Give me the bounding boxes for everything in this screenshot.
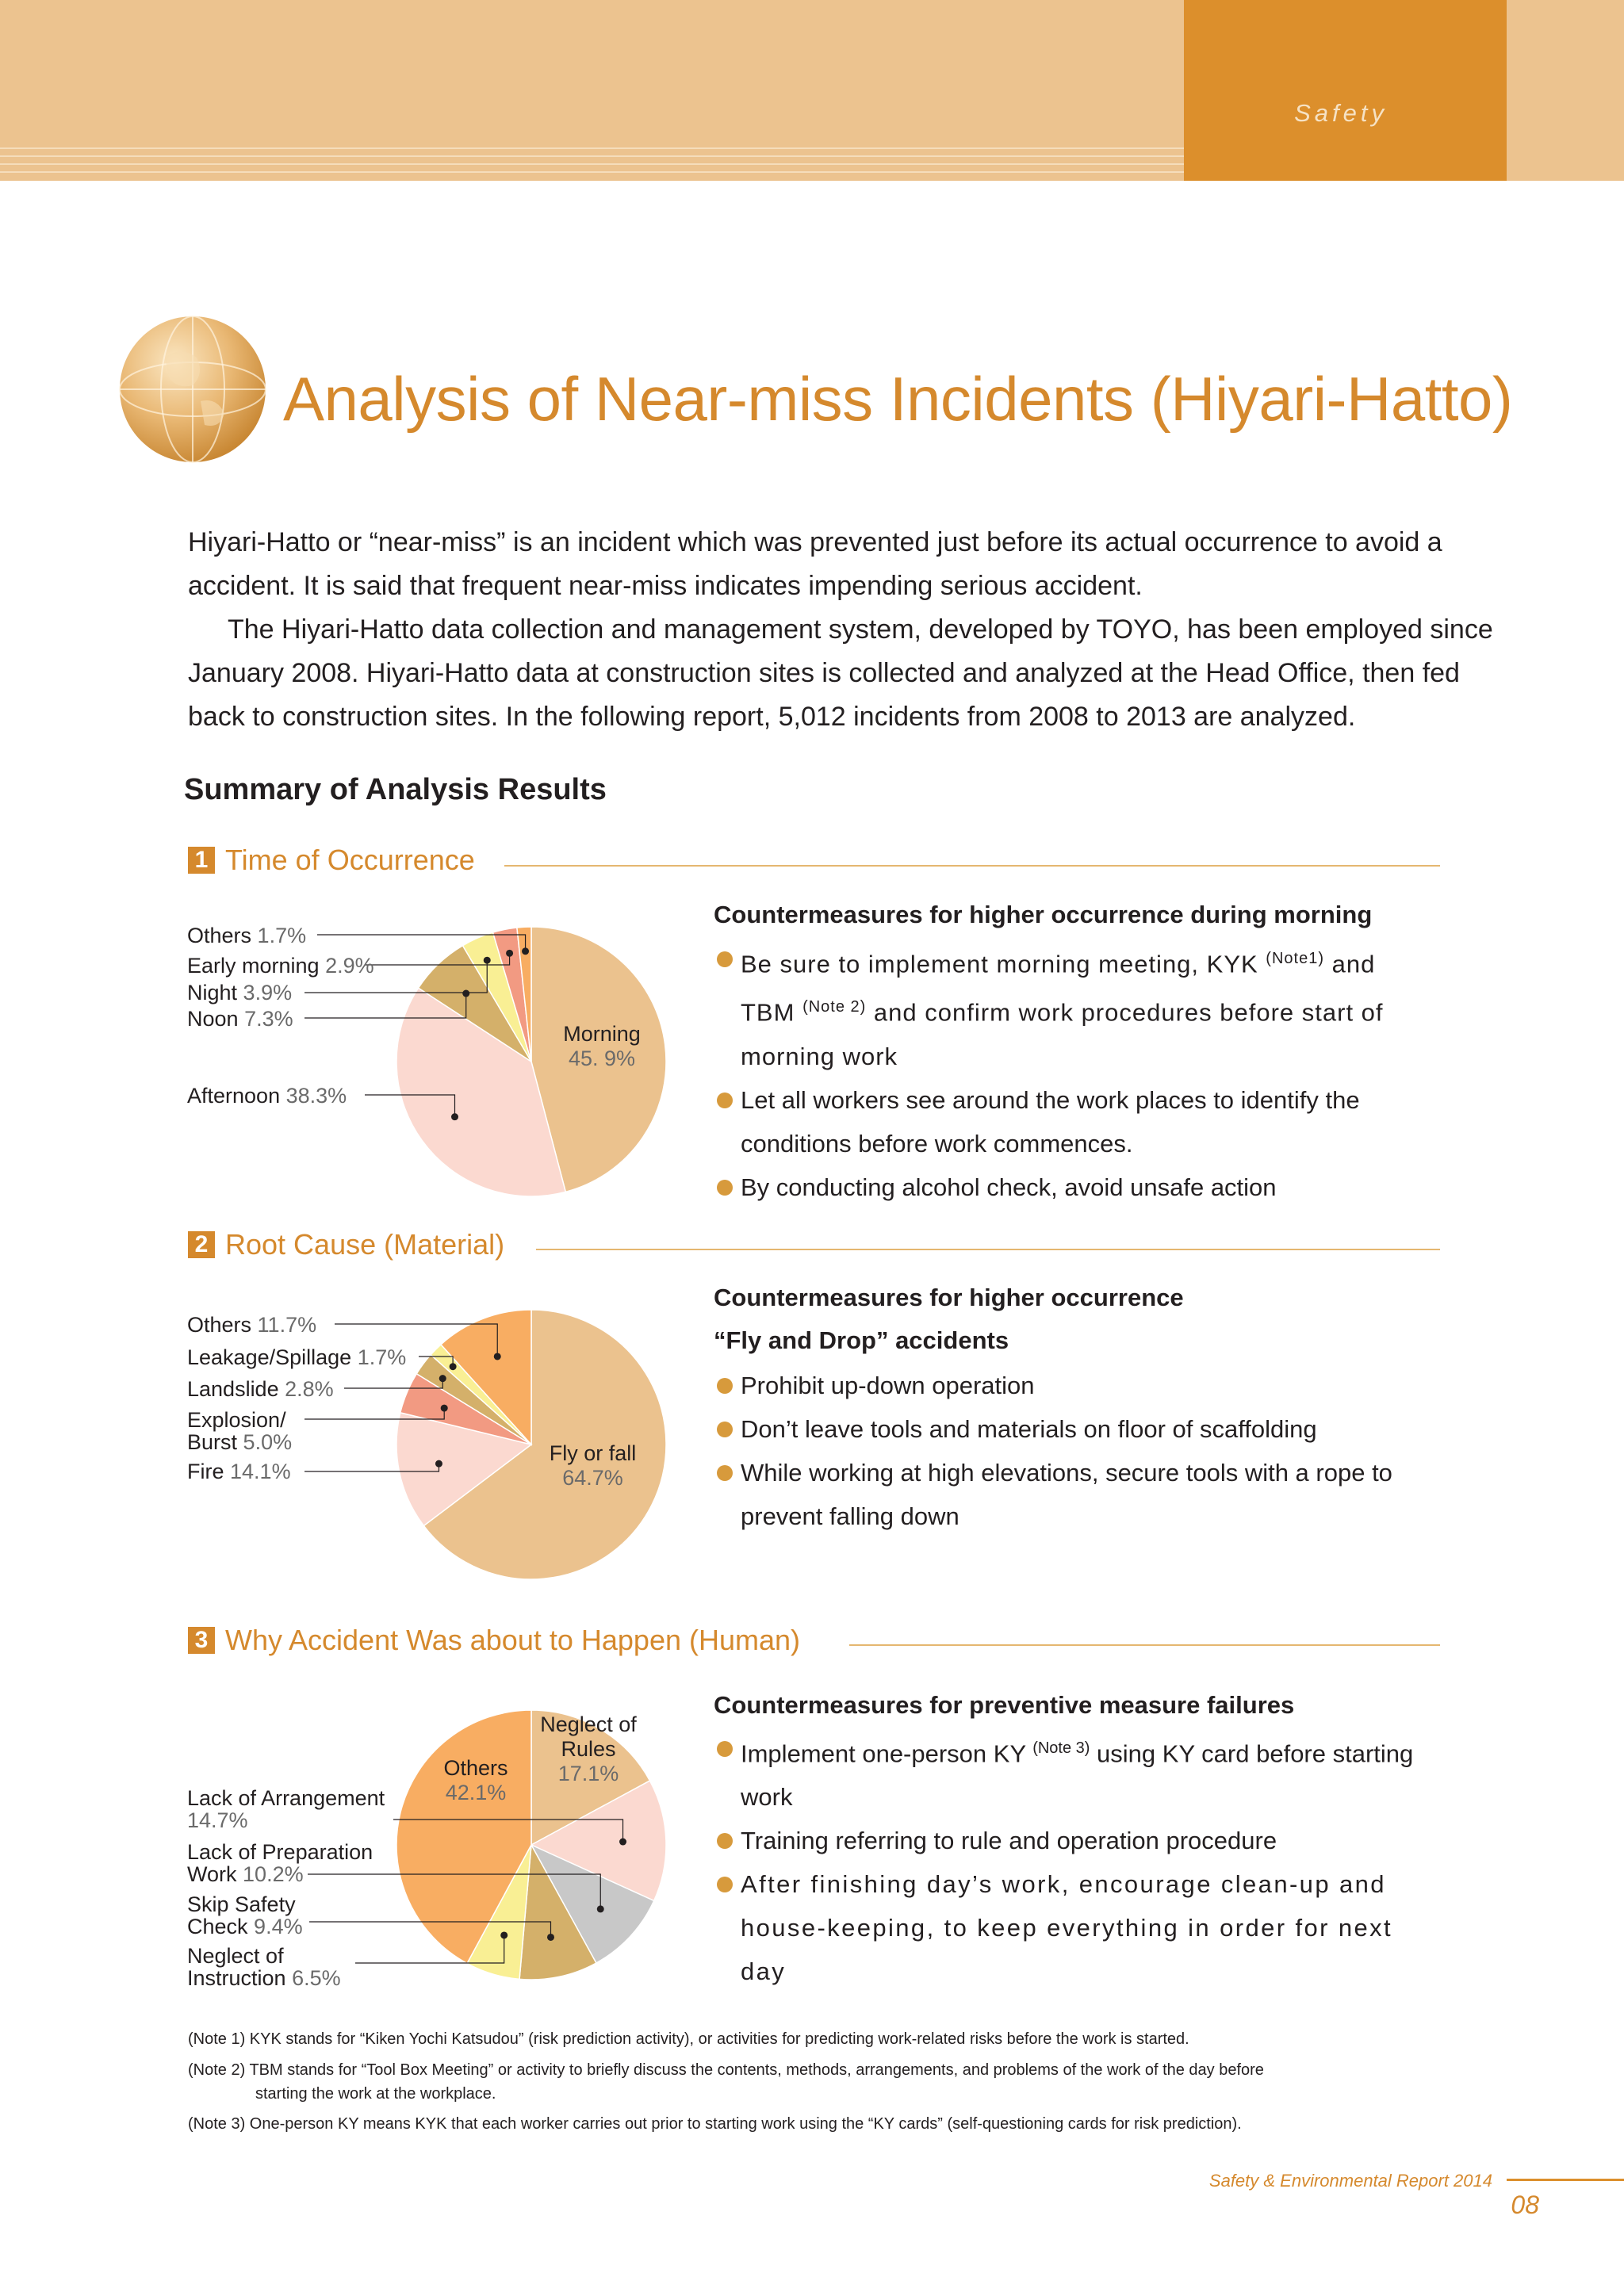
- section-2-number: 2: [188, 1231, 215, 1258]
- chart1-label-afternoon: Afternoon 38.3%: [187, 1084, 347, 1108]
- footer-report-title: Safety & Environmental Report 2014: [1208, 2171, 1492, 2191]
- footer-rule: [1507, 2179, 1624, 2181]
- chart2-label-fly-or-fall: Fly or fall 64.7%: [549, 1441, 637, 1490]
- countermeasure-item: Let all workers see around the work places to identify the conditions before work commences.: [714, 1078, 1435, 1165]
- section-tab-label: Safety: [1294, 99, 1388, 127]
- countermeasure-item: Don’t leave tools and materials on floor of scaffolding: [714, 1407, 1435, 1451]
- countermeasure-item: Be sure to implement morning meeting, KYK $^{(Note1)}$ and TBM $^{(Note 2)}$ and confirm work procedures before start of morning work: [714, 937, 1435, 1078]
- section-3-title: Why Accident Was about to Happen (Human): [225, 1624, 801, 1656]
- countermeasure-item: By conducting alcohol check, avoid unsafe action: [714, 1165, 1435, 1209]
- chart1-label-morning: Morning 45. 9%: [563, 1022, 641, 1070]
- chart1-label-noon: Noon 7.3%: [187, 1007, 293, 1031]
- countermeasure-item: Prohibit up-down operation: [714, 1364, 1435, 1407]
- leader-dot: [597, 1905, 604, 1912]
- intro-paragraph-2: The Hiyari-Hatto data collection and management system, developed by TOYO, has been employed since January 2008. Hiyari-Hatto data at construction sites is collected and analyzed at the Head Office, then fed back to construction sites. In the following report, 5,012 incidents from 2008 to 2013 are analyzed.: [188, 614, 1493, 732]
- leader-dot: [450, 1363, 457, 1370]
- page-number: 08: [1511, 2191, 1539, 2219]
- chart3-label-skip-safety-check: Skip Safety Check 9.4%: [187, 1892, 303, 1938]
- countermeasure-item: Training referring to rule and operation procedure: [714, 1819, 1435, 1862]
- section-1-countermeasure-title: Countermeasures for higher occurrence during morning: [714, 901, 1373, 928]
- leader-dot: [494, 1353, 501, 1360]
- section-1-number: 1: [188, 847, 215, 874]
- chart3-label-neglect-of-instruction: Neglect of Instruction 6.5%: [187, 1944, 341, 1990]
- leader-dot: [619, 1839, 626, 1846]
- chart3-label-lack-of-preparation: Lack of Preparation Work 10.2%: [187, 1840, 373, 1886]
- note-3: (Note 3) One-person KY means KYK that each worker carries out prior to starting work using the “KY cards” (self-questioning cards for risk prediction).: [188, 2115, 1242, 2133]
- chart3-label-lack-of-arrangement: Lack of Arrangement 14.7%: [187, 1786, 385, 1832]
- chart2-label-fire: Fire 14.1%: [187, 1460, 291, 1483]
- section-2-title: Root Cause (Material): [225, 1228, 505, 1261]
- leader-dot: [462, 990, 469, 997]
- chart2-label-others: Others 11.7%: [187, 1313, 317, 1337]
- countermeasure-item: While working at high elevations, secure tools with a rope to prevent falling down: [714, 1451, 1435, 1538]
- chart2-label-explosion: Explosion/ Burst 5.0%: [187, 1408, 293, 1454]
- chart1-label-others: Others 1.7%: [187, 924, 307, 947]
- note-2: (Note 2) TBM stands for “Tool Box Meeting” or activity to briefly discuss the contents, methods, arrangements, and problems of the work of the day before: [188, 2061, 1264, 2079]
- section-3-countermeasure-title: Countermeasures for preventive measure failures: [714, 1691, 1295, 1719]
- countermeasure-item: Implement one-person KY $^{(Note 3)}$ using KY card before starting work: [714, 1727, 1435, 1819]
- countermeasure-item: After finishing day’s work, encourage clean-up and house-keeping, to keep everything in order for next day: [714, 1862, 1435, 1993]
- chart2-label-landslide: Landslide 2.8%: [187, 1377, 334, 1401]
- leader-dot: [435, 1460, 442, 1468]
- summary-heading: Summary of Analysis Results: [184, 773, 607, 806]
- leader-dot: [506, 950, 513, 957]
- intro-paragraph-1: Hiyari-Hatto or “near-miss” is an incident which was prevented just before its actual occurrence to avoid a accident. It is said that frequent near-miss indicates impending serious accident.: [188, 527, 1442, 601]
- leader-dot: [451, 1113, 458, 1120]
- section-2-countermeasure-title: Countermeasures for higher occurrence “Fly and Drop” accidents: [714, 1284, 1184, 1354]
- leader-dot: [484, 957, 491, 964]
- chart1-label-night: Night 3.9%: [187, 981, 293, 1004]
- leader-dot: [547, 1934, 554, 1941]
- section-1-title: Time of Occurrence: [225, 844, 475, 876]
- note-2-continued: starting the work at the workplace.: [255, 2085, 496, 2103]
- page-title: Analysis of Near-miss Incidents (Hiyari-Hatto): [283, 364, 1513, 434]
- section-3-number: 3: [188, 1627, 215, 1654]
- leader-dot: [441, 1405, 448, 1412]
- leader-dot: [500, 1931, 508, 1938]
- chart3-label-neglect-of-rules: Neglect of Rules 17.1%: [540, 1712, 637, 1785]
- chart3-label-others: Others 42.1%: [443, 1756, 508, 1804]
- note-1: (Note 1) KYK stands for “Kiken Yochi Katsudou” (risk prediction activity), or activities for predicting work-related risks before the work is started.: [188, 2030, 1189, 2048]
- leader-dot: [522, 947, 529, 955]
- leader-dot: [439, 1375, 446, 1382]
- chart2-label-leakage: Leakage/Spillage 1.7%: [187, 1345, 407, 1369]
- chart1-label-early-morning: Early morning 2.9%: [187, 954, 374, 978]
